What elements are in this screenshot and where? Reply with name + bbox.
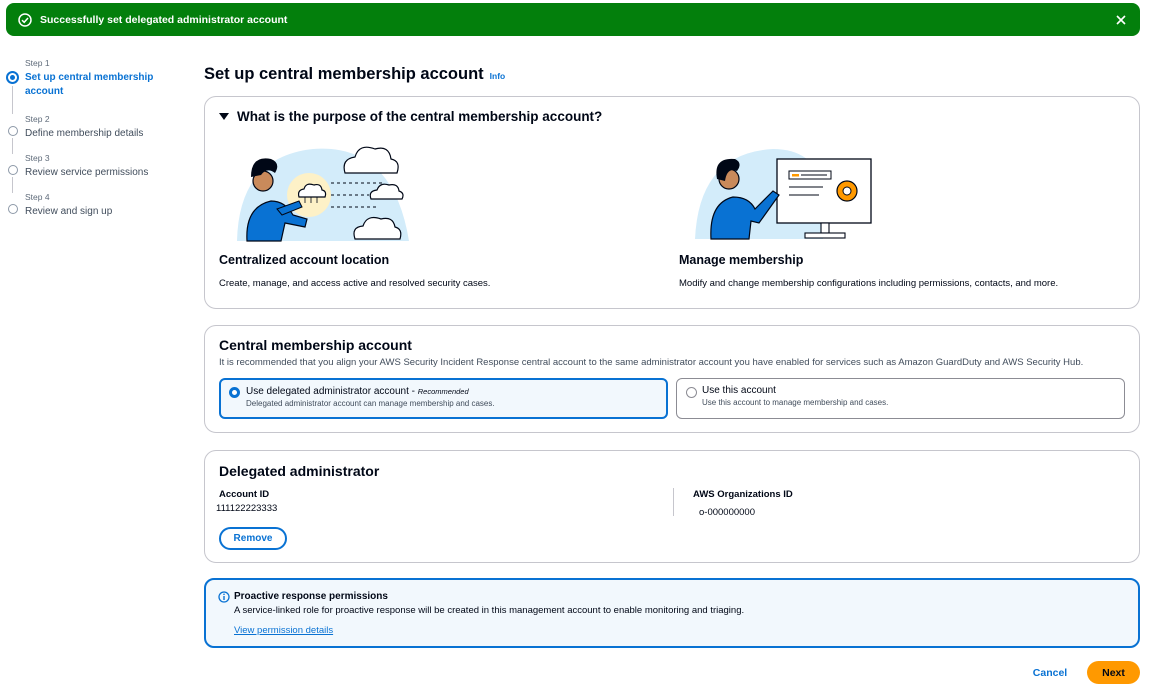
delegated-admin-title: Delegated administrator [219, 463, 380, 479]
step-connector [12, 86, 13, 114]
step-label: Define membership details [25, 128, 144, 139]
step-number: Step 1 [25, 58, 50, 68]
step-pending-icon [8, 126, 18, 136]
central-membership-title: Central membership account [219, 337, 412, 353]
info-link[interactable]: Info [489, 71, 506, 81]
radio-description: Delegated administrator account can manage membership and cases. [246, 399, 495, 408]
purpose-item-title: Centralized account location [219, 253, 390, 267]
close-icon[interactable] [1114, 13, 1128, 27]
cancel-button[interactable]: Cancel [1032, 666, 1068, 679]
radio-unselected-icon [686, 387, 697, 398]
radio-label: Use delegated administrator account - Recommended [246, 386, 469, 397]
step-3 [7, 153, 187, 192]
step-pending-icon [8, 165, 18, 175]
step-pending-icon [8, 204, 18, 214]
step-label: Review and sign up [25, 206, 113, 217]
page-title-text: Set up central membership account [204, 65, 484, 83]
purpose-expand-toggle[interactable] [219, 109, 602, 124]
caret-down-icon [219, 113, 229, 120]
purpose-header-text: What is the purpose of the central membership account? [237, 109, 603, 124]
org-id-label: AWS Organizations ID [693, 489, 793, 500]
success-flash-banner [6, 3, 1140, 36]
central-membership-description: It is recommended that you align your AWS Security Incident Response central account to the same administrator account you have enabled for services such as Amazon GuardDuty and AWS Security Hub. [219, 357, 1084, 368]
radio-description: Use this account to manage membership and cases. [702, 398, 889, 407]
central-membership-card [204, 325, 1140, 433]
purpose-item-description: Modify and change membership configurations including permissions, contacts, and more. [679, 278, 1059, 289]
account-id-label: Account ID [219, 489, 270, 500]
step-number: Step 3 [25, 153, 50, 163]
account-id-value: 111122223333 [216, 503, 278, 514]
step-current-icon [6, 71, 19, 84]
success-check-icon [18, 13, 32, 27]
info-icon [218, 591, 230, 603]
wizard-steps [7, 58, 187, 231]
radio-delegated-admin[interactable] [219, 378, 668, 419]
page-title [204, 65, 505, 84]
step-number: Step 2 [25, 114, 50, 124]
centralized-account-illustration [233, 137, 423, 243]
org-id-value: o-000000000 [699, 507, 755, 518]
flash-message: Successfully set delegated administrator account [40, 13, 288, 26]
step-2 [7, 114, 187, 153]
next-button[interactable]: Next [1087, 661, 1140, 684]
remove-button[interactable]: Remove [219, 527, 287, 550]
step-connector [12, 138, 13, 154]
alert-title: Proactive response permissions [234, 591, 388, 602]
step-connector [12, 177, 13, 193]
view-permission-details-link[interactable]: View permission details [234, 625, 334, 636]
purpose-item-description: Create, manage, and access active and resolved security cases. [219, 278, 491, 289]
step-label: Set up central membership account [25, 72, 154, 97]
column-divider [673, 488, 674, 516]
step-4 [7, 192, 187, 231]
recommended-tag: Recommended [417, 387, 469, 396]
radio-label: Use this account [702, 385, 776, 396]
proactive-response-alert [204, 578, 1140, 648]
manage-membership-illustration [693, 145, 875, 241]
purpose-expandable-section [204, 96, 1140, 309]
step-label: Review service permissions [25, 167, 149, 178]
purpose-item-title: Manage membership [679, 253, 804, 267]
delegated-administrator-card [204, 450, 1140, 563]
alert-description: A service-linked role for proactive response will be created in this management account to enable monitoring and triaging. [234, 605, 745, 616]
step-1[interactable] [7, 58, 187, 114]
step-number: Step 4 [25, 192, 50, 202]
radio-selected-icon [229, 387, 240, 398]
radio-this-account[interactable] [676, 378, 1125, 419]
